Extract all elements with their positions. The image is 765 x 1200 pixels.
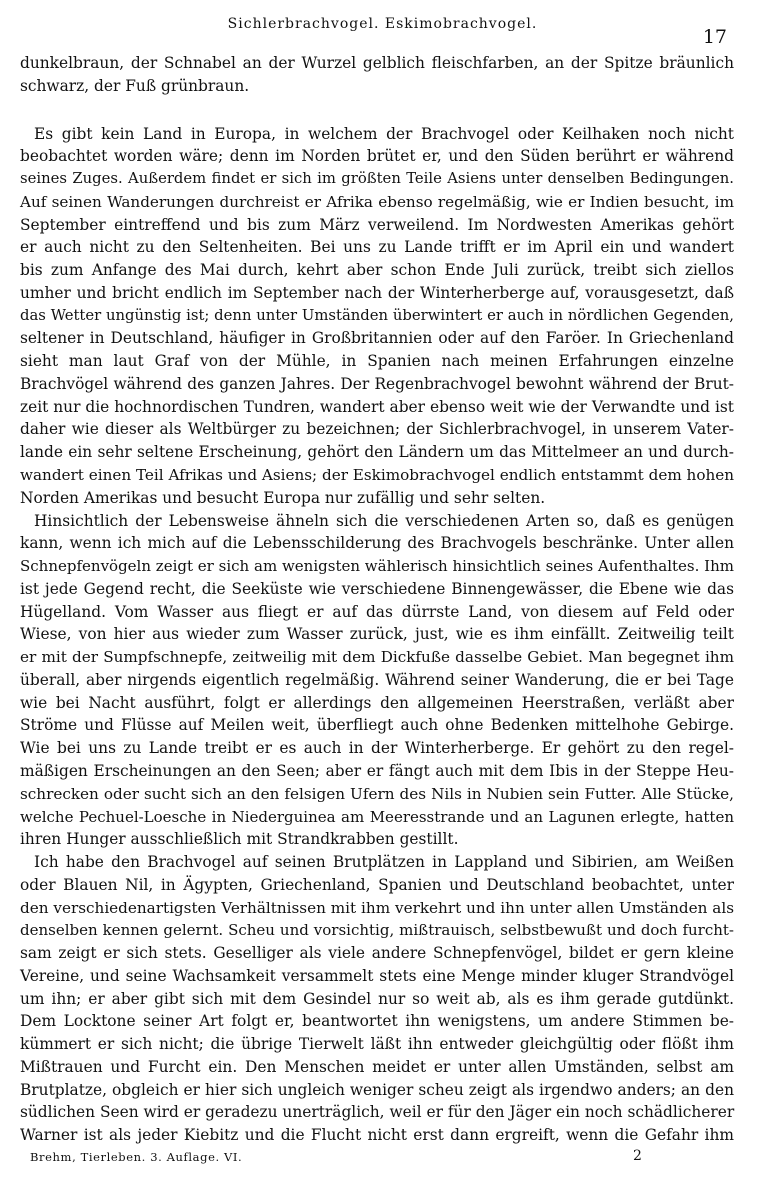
text-line: dunkelbraun, der Schnabel an der Wurzel gelblich fleischfarben, an der Spitze bräunlich <box>20 54 734 72</box>
text-line: kann, wenn ich mich auf die Lebensschilderung des Brachvogels beschränke. Unter allen <box>20 534 734 553</box>
text-line: denselben kennen gelernt. Scheu und vorsichtig, mißtrauisch, selbstbewußt und doch furcht- <box>20 921 734 940</box>
text-line: lande ein sehr seltene Erscheinung, gehört den Ländern um das Mittelmeer an und durch- <box>20 443 734 462</box>
paragraph <box>20 52 734 98</box>
text-line: sam zeigt er sich stets. Geselliger als viele andere Schnepfenvögel, bildet er gern kleine <box>20 944 734 963</box>
paragraph <box>20 123 734 510</box>
text-line: überall, aber nirgends eigentlich regelmäßig. Während seiner Wanderung, die er bei Tage <box>20 670 734 689</box>
text-line: wie bei Nacht ausführt, folgt er allerdings den allgemeinen Heerstraßen, verläßt aber <box>20 693 734 712</box>
text-line: Vereine, und seine Wachsamkeit versammelt stets eine Menge minder kluger Strandvögel <box>20 966 734 985</box>
body-text <box>20 52 734 1147</box>
text-line: schrecken oder sucht sich an den felsigen Ufern des Nils in Nubien sein Futter. Alle Stücke, <box>20 784 734 803</box>
text-line: das Wetter ungünstig ist; denn unter Umständen überwintert er auch in nördlichen Gegenden, <box>20 306 734 324</box>
text-line: Dem Locktone seiner Art folgt er, beantwortet ihn wenigstens, um andere Stimmen be- <box>20 1012 734 1031</box>
text-line: wandert einen Teil Afrikas und Asiens; der Eskimobrachvogel endlich entstammt dem hohen <box>20 466 735 485</box>
text-line: Brutplatze, obgleich er hier sich ungleich weniger scheu zeigt als irgendwo anders; an den <box>20 1080 734 1099</box>
text-line: Mißtrauen und Furcht ein. Den Menschen meidet er unter allen Umständen, selbst am <box>20 1057 734 1076</box>
text-line: Brachvögel während des ganzen Jahres. Der Regenbrachvogel bewohnt während der Brut- <box>20 374 734 393</box>
page-number: 17 <box>702 26 727 48</box>
text-line: seltener in Deutschland, häufiger in Großbritannien oder auf den Faröer. In Griechenland <box>20 329 734 348</box>
text-line: Hügelland. Vom Wasser aus fliegt er auf das dürrste Land, von diesem auf Feld oder <box>20 602 734 621</box>
text-line: Wie bei uns zu Lande treibt er es auch in der Winterherberge. Er gehört zu den regel- <box>20 739 734 758</box>
text-line: Ströme und Flüsse auf Meilen weit, überfliegt auch ohne Bedenken mittelhohe Gebirge. <box>20 716 734 735</box>
text-line: um ihn; er aber gibt sich mit dem Gesindel nur so weit ab, als es ihm gerade gutdünkt. <box>20 989 734 1008</box>
imprint-footer: Brehm, Tierleben. 3. Auflage. VI. <box>30 1150 243 1164</box>
text-line: beobachtet worden wäre; denn im Norden brütet er, und den Süden berührt er während <box>20 147 734 166</box>
text-line: seines Zuges. Außerdem findet er sich im größten Teile Asiens unter denselben Bedingungen. <box>20 170 734 188</box>
text-line: südlichen Seen wird er geradezu unerträglich, weil er für den Jäger ein noch schädlicherer <box>20 1103 735 1122</box>
text-line: September eintreffend und bis zum März verweilend. Im Nordwesten Amerikas gehört <box>20 215 734 234</box>
paragraph <box>20 851 734 1147</box>
text-line: den verschiedenartigsten Verhältnissen mit ihm verkehrt und ihn unter allen Umständen als <box>20 898 734 917</box>
text-line: welche Pechuel-Loesche in Niederguinea am Meeresstrande und an Lagunen erlegte, hatten <box>20 807 734 826</box>
text-line: zeit nur die hochnordischen Tundren, wandert aber ebenso weit wie der Verwandte und ist <box>20 397 734 416</box>
text-line: er mit der Sumpfschnepfe, zeitweilig mit dem Dickfuße dasselbe Gebiet. Man begegnet ihm <box>20 648 734 667</box>
text-line: Norden Amerikas und besucht Europa nur zufällig und sehr selten. <box>20 488 546 507</box>
text-line: mäßigen Erscheinungen an den Seen; aber er fängt auch mit dem Ibis in der Steppe Heu- <box>20 761 734 780</box>
text-line: er auch nicht zu den Seltenheiten. Bei uns zu Lande trifft er im April ein und wandert <box>20 238 734 257</box>
text-line: Schnepfenvögeln zeigt er sich am wenigsten wählerisch hinsichtlich seines Aufenthaltes. Ihm <box>20 557 734 576</box>
text-line: daher wie dieser als Weltbürger zu bezeichnen; der Sichlerbrachvogel, in unserem Vater- <box>20 420 734 439</box>
text-line: Auf seinen Wanderungen durchreist er Afrika ebenso regelmäßig, wie er Indien besucht, im <box>20 192 734 211</box>
paragraph <box>20 510 734 851</box>
text-line: kümmert er sich nicht; die übrige Tierwelt läßt ihn entweder gleichgültig oder flößt ihm <box>20 1035 734 1054</box>
text-line: oder Blauen Nil, in Ägypten, Griechenland, Spanien und Deutschland beobachtet, unter <box>20 875 734 894</box>
text-line: bis zum Anfange des Mai durch, kehrt aber schon Ende Juli zurück, treibt sich ziellos <box>20 261 734 280</box>
signature-mark: 2 <box>633 1148 642 1164</box>
text-line: sieht man laut Graf von der Mühle, in Spanien nach meinen Erfahrungen einzelne <box>20 352 734 371</box>
running-head: Sichlerbrachvogel. Eskimobrachvogel. <box>227 16 538 32</box>
text-line: schwarz, der Fuß grünbraun. <box>20 76 250 95</box>
text-line: ist jede Gegend recht, die Seeküste wie verschiedene Binnengewässer, die Ebene wie das <box>20 579 734 598</box>
text-line: Es gibt kein Land in Europa, in welchem der Brachvogel oder Keilhaken noch nicht <box>34 124 734 143</box>
text-line: Hinsichtlich der Lebensweise ähneln sich die verschiedenen Arten so, daß es genügen <box>34 511 734 530</box>
text-line: umher und bricht endlich im September nach der Winterherberge auf, vorausgesetzt, daß <box>20 283 734 302</box>
text-line: Wiese, von hier aus wieder zum Wasser zurück, just, wie es ihm einfällt. Zeitweilig teilt <box>20 625 734 644</box>
text-line: ihren Hunger ausschließlich mit Strandkrabben gestillt. <box>20 830 459 849</box>
text-line: Ich habe den Brachvogel auf seinen Brutplätzen in Lappland und Sibirien, am Weißen <box>34 853 734 872</box>
paragraph-gap <box>20 98 734 123</box>
text-line: Warner ist als jeder Kiebitz und die Flucht nicht erst dann ergreift, wenn die Gefahr ihm <box>20 1126 734 1145</box>
